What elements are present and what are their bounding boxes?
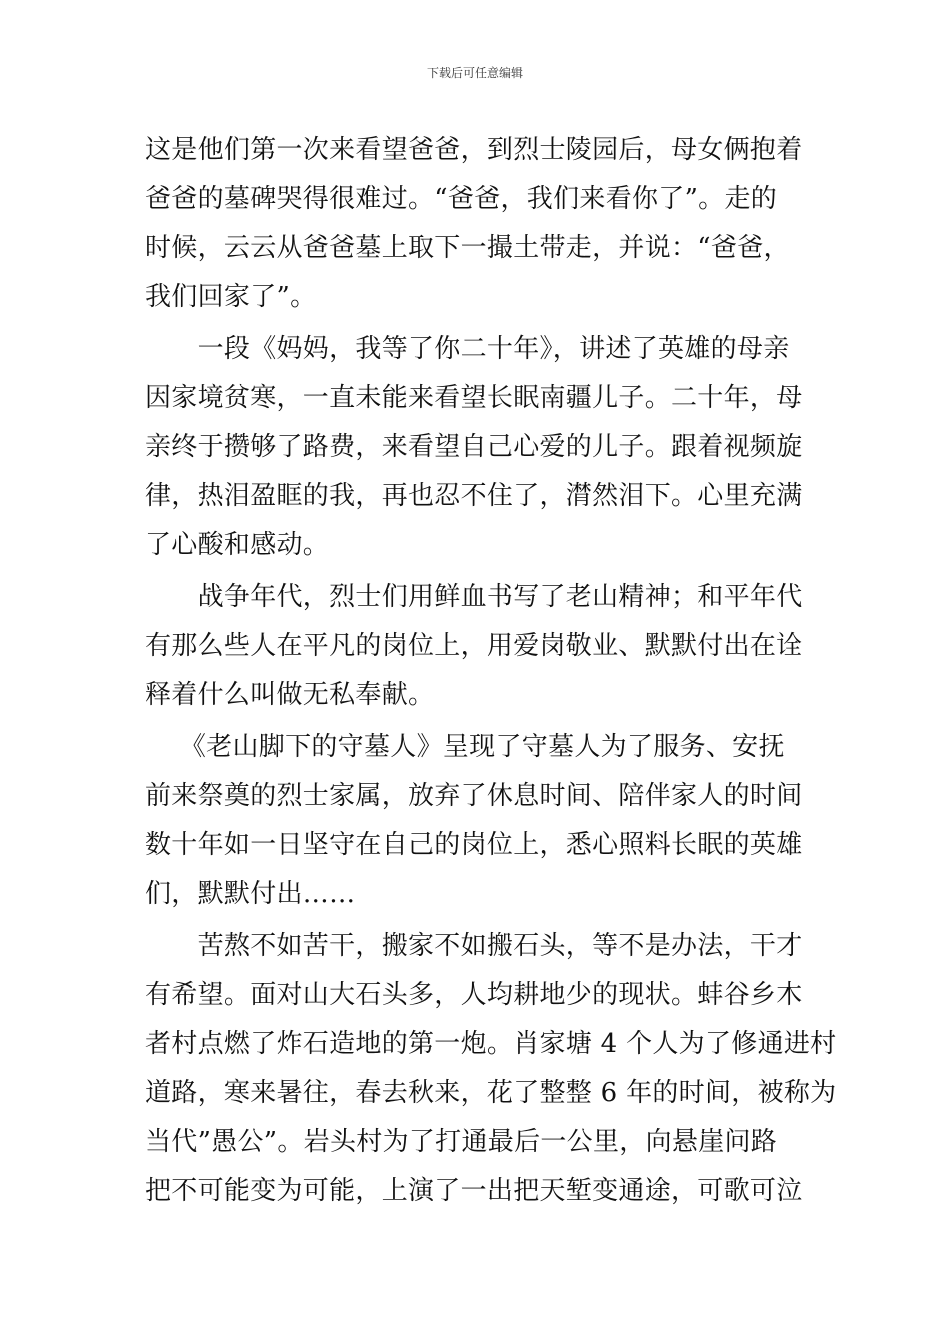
text-line: 把不可能变为可能，上演了一出把天堑变通途，可歌可泣 (145, 1176, 803, 1206)
paragraph-5 (145, 922, 837, 1216)
paragraph-2 (145, 325, 809, 570)
paragraph-3 (145, 573, 809, 720)
text-line: 者村点燃了炸石造地的第一炮。肖家塘 4 个人为了修通进村 (145, 1029, 837, 1059)
text-line: 前来祭奠的烈士家属，放弃了休息时间、陪伴家人的时间 (145, 781, 803, 811)
text-line: 道路，寒来暑往，春去秋来，花了整整 6 年的时间，被称为 (145, 1078, 837, 1108)
text-line: 我们回家了”。 (145, 282, 317, 312)
text-line: 有那么些人在平凡的岗位上，用爱岗敬业、默默付出在诠 (145, 631, 803, 661)
text-line: 了心酸和感动。 (145, 530, 330, 560)
text-line: 亲终于攒够了路费，来看望自己心爱的儿子。跟着视频旋 (145, 432, 803, 462)
text-line: 这是他们第一次来看望爸爸，到烈士陵园后，母女俩抱着 (145, 135, 803, 165)
text-line: 律，热泪盈眶的我，再也忍不住了，潸然泪下。心里充满 (145, 481, 803, 511)
text-line: 数十年如一日坚守在自己的岗位上，悉心照料长眠的英雄 (145, 830, 803, 860)
text-line: 因家境贫寒，一直未能来看望长眠南疆儿子。二十年，母 (145, 383, 803, 413)
text-line: 一段《妈妈，我等了你二十年》，讲述了英雄的母亲 (145, 334, 790, 364)
document-body (145, 126, 837, 1216)
page-header: 下载后可任意编辑 (426, 66, 523, 80)
text-line: 战争年代，烈士们用鲜血书写了老山精神；和平年代 (145, 582, 803, 612)
paragraph-1 (145, 126, 809, 322)
text-line: 释着什么叫做无私奉献。 (145, 680, 435, 710)
text-line: 苦熬不如苦干，搬家不如搬石头，等不是办法，干才 (145, 931, 803, 961)
text-line: 《老山脚下的守墓人》呈现了守墓人为了服务、安抚 (145, 732, 785, 762)
text-line: 有希望。面对山大石头多，人均耕地少的现状。蚌谷乡木 (145, 980, 803, 1010)
text-line: 当代”愚公”。岩头村为了打通最后一公里，向悬崖问路 (145, 1127, 778, 1157)
text-line: 们，默默付出…… (145, 879, 356, 909)
text-line: 时候，云云从爸爸墓上取下一撮土带走，并说：“爸爸， (145, 233, 790, 263)
text-line: 爸爸的墓碑哭得很难过。“爸爸，我们来看你了”。走的 (145, 184, 778, 214)
paragraph-4 (145, 723, 809, 919)
